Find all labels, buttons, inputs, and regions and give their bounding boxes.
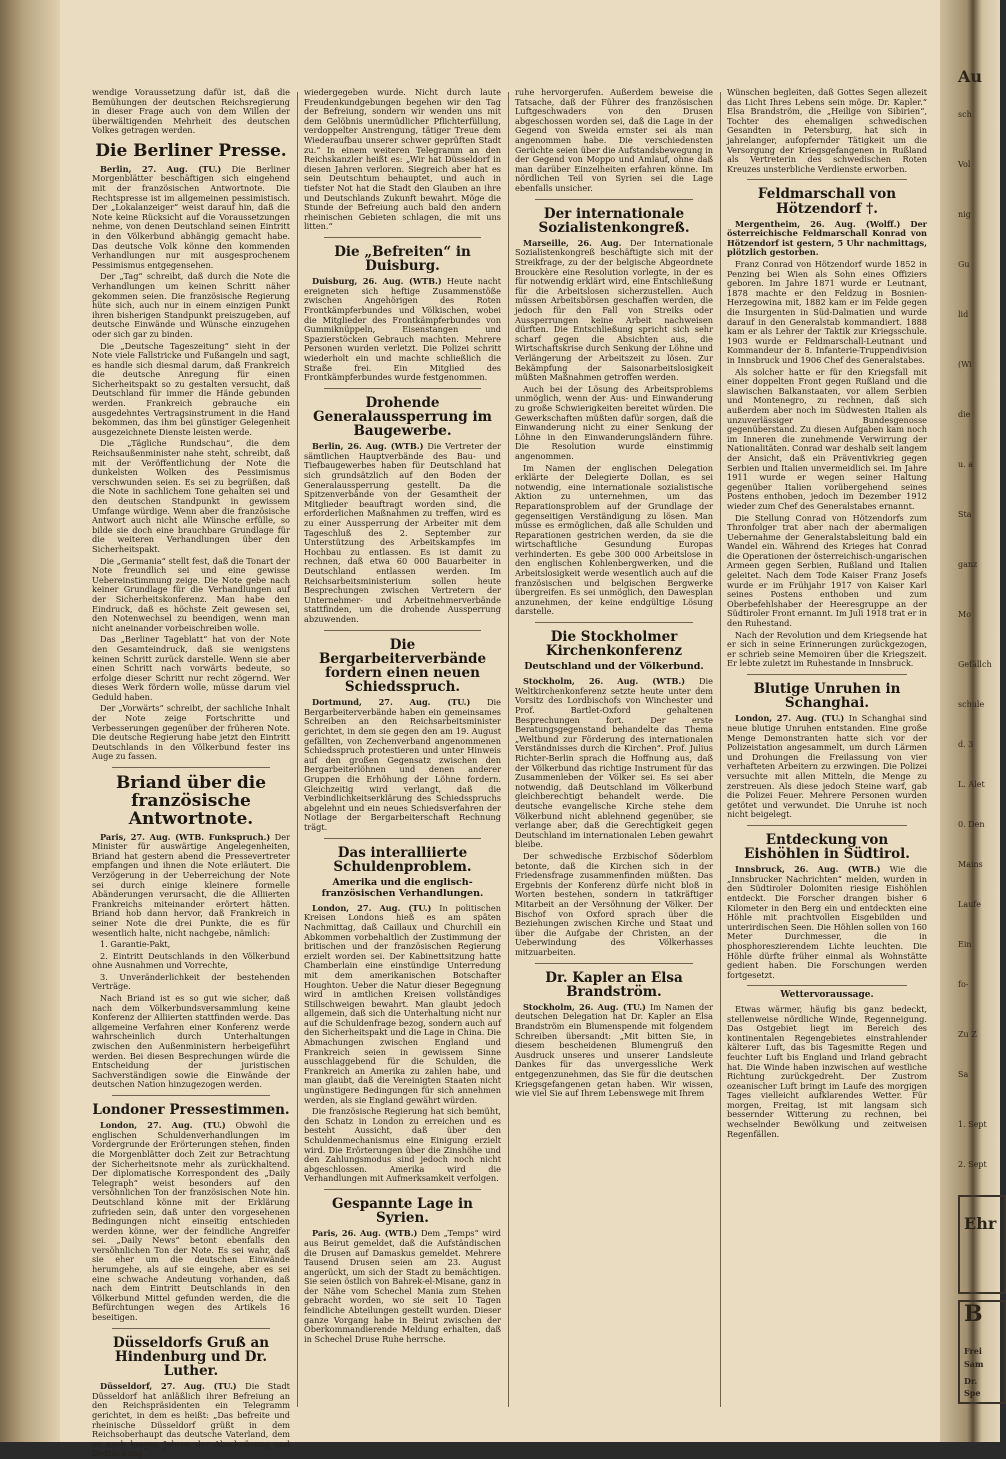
dateline: Stockholm, 26. Aug. (WTB.) <box>523 676 686 687</box>
fragment-line: Gu <box>958 260 970 269</box>
separator <box>324 388 481 389</box>
dateline: Stockholm, 26. Aug. (TU.) <box>523 1001 646 1012</box>
paragraph: Wünschen begleiten, daß Gottes Segen allezeit das Licht Ihres Lebens sein möge. Dr. Kapler.“ Elsa Brandström, die „Heilige von Sibirien“, Tochter des ehemaligen schwedischen Gesandten in Petersburg, hat sich in jahrelanger, aufopfernder Tätigkeit um die Versorgung der Kriegsgefangenen in Rußland als Vertreterin des schwedischen Roten Kreuzes unsterbliche Verdienste erworben. <box>727 87 927 174</box>
paragraph: Auch bei der Lösung des Arbeitsproblems unmöglich, wenn der Aus- und Einwanderung zu große Schwierigkeiten bereitet würden. Die Gewerkschaften müßten dafür sorgen, daß die Einwanderung nicht zu einer Senkung der Löhne in den Einwanderungsländern führe. Die Resolution wurde einstimmig angenommen. <box>515 383 713 461</box>
paragraph: Das „Berliner Tageblatt“ hat von der Note den Gesamteindruck, daß sie wenigstens keinen Schritt zurück darstelle. Wenn sie aber einen Schritt nach vorwärts bedeute, so erfolge dieser Schritt nur recht zögernd. Wer dieses Werk fördern wolle, müsse darum viel Geduld haben. <box>92 634 290 702</box>
fragment-line: B <box>964 1301 983 1327</box>
paragraph: Der Internationale Sozialistenkongreß beschäftigte sich mit der Streikfrage, zu der der belgische Abgeordnete Brouckère eine Resolution vorlegte, in der es für notwendig erklärt wird, eine Entschließung für die Arbeitslosen sicherzustellen. Auch müssen Arbeitsbörsen geschaffen werden, die jedoch für den Fall von Streiks oder Aussperrungen keine Arbeit nachweisen dürften. Die Entschließung spricht sich sehr scharf gegen die Absichten aus, die Wirtschaftskrise durch Senkung der Löhne und Verlängerung der Arbeitszeit zu lösen. Zur Bekämpfung der Saisonarbeitslosigkeit müßten Maßnahmen getroffen werden. <box>515 237 714 383</box>
separator <box>535 622 693 623</box>
fragment-line: Dr. <box>964 1376 978 1386</box>
fragment-line: Mains <box>958 860 983 869</box>
list-item: 2. Eintritt Deutschlands in den Völkerbund ohne Ausnahmen und Vorrechte, <box>92 950 290 971</box>
headline-stockholmer-kirchenkonferenz: Die Stockholmer Kirchenkonferenz <box>545 629 683 660</box>
paragraph: Die französische Regierung hat sich bemüht, den Schatz in London zu erreichen und es besteht Aussicht, daß über den Schuldenmechanismus eine Einigung erzielt wird. Die Erörterungen über die Zinshöhe und den Zahlungsmodus sind jedoch noch nicht abgeschlossen. Amerika wird die Verhandlungen mit Aufmerksamkeit verfolgen. <box>304 1106 501 1184</box>
fragment-line: fo- <box>958 980 969 989</box>
headline-duesseldorf: Düsseldorfs Gruß an Hindenburg und Dr. Luther. <box>112 1334 270 1379</box>
book-binding-left <box>0 0 60 1442</box>
headline-syrien: Gespannte Lage in Syrien. <box>332 1195 473 1227</box>
fragment-line: Zu Z <box>958 1030 977 1039</box>
headline-eishoehlen: Entdeckung von Eishöhlen in Südtirol. <box>744 831 910 863</box>
column-rule <box>720 92 721 1407</box>
dateline: Paris, 27. Aug. (WTB. Funkspruch.) <box>100 831 271 842</box>
headline-londoner-pressestimmen: Londoner Pressestimmen. <box>92 1102 290 1118</box>
separator <box>747 985 907 986</box>
dateline: Berlin, 27. Aug. (TU.) <box>100 163 222 174</box>
column-2 <box>304 88 501 1413</box>
fragment-line: 0. Den <box>958 820 985 829</box>
paragraph: Im Namen der englischen Delegation erklärte der Delegierte Dollan, es sei notwendig, eine internationale sozialistische Aktion zu unternehmen, um das Reparationsproblem auf der Grundlage der gegenseitigen Verständigung zu lösen. Man müsse es ermöglichen, daß alle Schulden und Reparationen gestrichen werden, da sie die wirtschaftliche Gesundung Europas verhinderten. Es gebe 300 000 Arbeitslose in den englischen Kohlenbergwerken, und die Arbeitslosigkeit werde wesentlich auch auf die französischen und belgischen Bergwerke übergreifen. Es sei unmöglich, den Dawesplan anzunehmen, der keine endgültige Lösung darstelle. <box>515 462 713 617</box>
fragment-line: lid <box>958 310 969 319</box>
paragraph: Heute nacht ereigneten sich heftige Zusammenstöße zwischen Angehörigen des Roten Frontkämpferbundes und Völkischen, wobei die Mitglieder des Frontkämpferbundes von Gummiknüppeln, Eisenstangen und Spazierstöcken Gebrauch machten. Mehrere Personen wurden verletzt. Die Polizei schritt wiederholt ein und machte schließlich die Straße frei. Ein Mitglied des Frontkämpferbundes wurde festgenommen. <box>304 276 501 383</box>
paragraph: Der Minister für auswärtige Angelegenheiten, Briand hat gestern abend die Pressevertreter empfangen und ihnen die Note erläutert. Die Verzögerung in der Ueberreichung der Note sei durch einige kleinere formelle Abänderungen verursacht, die die Alliierten Frankreichs miteinander erörtert hätten. Briand hob dann hervor, daß Frankreich in seiner Note die drei Punkte, die es für wesentlich halte, nicht nachgebe, nämlich: <box>92 831 290 938</box>
adjacent-page-fragment <box>958 0 1000 1442</box>
dateline: London, 27. Aug. (TU.) <box>312 902 432 913</box>
fragment-line: Sta <box>958 510 972 519</box>
separator <box>324 1189 481 1190</box>
paragraph: Die Weltkirchenkonferenz setzte heute unter dem Vorsitz des Lordbischofs von Winchester und Prof. Bartlet-Oxford gehaltenen Besprechungen fort. Der erste Beratungsgegenstand behandelte das Thema „Weltbund zur Förderung des internationalen Verständnisses durch die Kirchen“. Prof. Julius Richter-Berlin sprach die Hoffnung aus, daß der Völkerbund das richtige Instrument für das Zusammenleben der Völker sei. Es sei aber notwendig, daß Deutschland im Völkerbund gleichberechtigt behandelt werde. Die deutsche evangelische Kirche stehe dem Völkerbund nicht ablehnend gegenüber, sie verlange aber, daß die Gerechtigkeit gegen Deutschland im internationalen Leben gewahrt bleibe. <box>515 676 713 850</box>
paragraph: Die „Deutsche Tageszeitung“ sieht in der Note viele Fallstricke und Fußangeln und sagt, es handle sich diesmal darum, daß Frankreich die deutsche Anregung für einen Sicherheitspakt so zu gestalten versucht, daß Deutschland für immer die Hände gebunden werden. Frankreich gebrauche ein ausgedehntes Vertragsinstrument in die Hand bekommen, das ihm bei günstiger Gelegenheit ausgezeichnete Dienste leisten werde. <box>92 340 290 437</box>
dateline: Berlin, 26. Aug. (WTB.) <box>312 441 424 452</box>
fragment-line: ganz <box>958 560 978 569</box>
separator <box>324 237 481 238</box>
column-rule <box>508 92 509 1407</box>
paragraph: In Schanghai sind neue blutige Unruhen entstanden. Eine große Menge Demonstranten hatte sich vor der Polizeistation angesammelt, um durch Lärmen und Drohungen die Freilassung von vier verhafteten Arbeitern zu erzwingen. Die Polizei versuchte mit allen Mitteln, die Menge zu zerstreuen. Als diese jedoch Steine warf, gab die Polizei Feuer. Mehrere Personen wurden getötet und verwundet. Die Unruhe ist noch nicht beigelegt. <box>727 713 927 820</box>
headline-drohende-generalaussperrung: Drohende Generalaussperrung im Baugewerbe. <box>313 394 492 440</box>
fragment-line: Spe <box>964 1388 981 1398</box>
headline-schanghai: Blutige Unruhen in Schanghai. <box>753 681 901 712</box>
dateline: Paris, 26. Aug. (WTB.) <box>312 1228 418 1239</box>
fragment-line: Frei <box>964 1346 982 1356</box>
headline-hoetzendorf: Feldmarschall von Hötzendorf †. <box>757 186 897 217</box>
paragraph: Die Berliner Morgenblätter beschäftigen sich eingehend mit der französischen Antwortnote. Die Rechtspresse ist im allgemeinen pessimistisch. Der „Lokalanzeiger“ weist darauf hin, daß die Note keine Rücksicht auf die Voraussetzungen nehme, von denen Deutschland seinen Eintritt in den Völkerbund abhängig gemacht habe. Das deutsche Volk könne den kommenden Verhandlungen nur mit ausgesprochenem Pessimismus entgegensehen. <box>92 163 290 270</box>
paragraph: Als solcher hatte er für den Kriegsfall mit einer doppelten Front gegen Rußland und die slawischen Balkanstaaten, vor allem Serbien und Montenegro, zu rechnen, daß sich außerdem aber noch im Südwesten Italien als unzuverlässiger Bundesgenosse gegenüberstand. Zu diesen Aufgaben kam noch im Inneren die zunehmende Verwirrung der Nationalitäten. Conrad war deshalb seit langem der Ansicht, daß ein Präventivkrieg gegen Serbien und Italien unvermeidlich sei. Im Jahre 1911 wurde er wegen seiner Haltung gegenüber Italien vorübergehend seines Postens enthoben, jedoch im Dezember 1912 wieder zum Chef des Generalstabes ernannt. <box>727 366 927 511</box>
paragraph: Nach der Revolution und dem Kriegsende hat er sich in seine Erinnerungen zurückgezogen, er schrieb seine Memoiren über die Kriegszeit. Er lebte zuletzt im Ruhestande in Innsbruck. <box>727 629 927 669</box>
paragraph: Etwas wärmer, häufig bis ganz bedeckt, stellenweise nördliche Winde, Regenneigung. Das Ostgebiet liegt im Bereich des kontinentalen Regengebietes einstrahlender kälterer Luft, das bis Tagesmitte Regen und feuchter Luft bis England und Irland gebracht hat. Die Winde haben inzwischen auf westliche Richtung zurückgedreht. Der Zustrom ozeanischer Luft bringt im Laufe des morgigen Tages vielleicht aufklarendes Wetter. Für morgen, Freitag, ist mit langsam sich bessernder Witterung zu rechnen, bei wechselnder Bewölkung und zeitweisen Regenfällen. <box>727 1003 927 1139</box>
fragment-line: 1. Sept <box>958 1120 987 1129</box>
weather-title: Wettervoraussage. <box>780 990 874 1001</box>
paragraph: Wie die „Innsbrucker Nachrichten“ melden, wurden in den Südtiroler Dolomiten riesige Eishöhlen entdeckt. Die Forscher drangen bisher 6 Kilometer in den Berg ein und entdeckten eine Höhle mit prachtvollen Eisgebilden und unterirdischen Seen. Die Höhlen sollen von 160 Meter Durchmesser, die in phosphoreszierendem Lichte leuchten. Die Höhle dürfte früher einmal als Wohnstätte gedient haben. Die Forschungen werden fortgesetzt. <box>727 864 928 980</box>
dateline: London, 27. Aug. (TU.) <box>735 713 845 724</box>
paragraph: ruhe hervorgerufen. Außerdem beweise die Tatsache, daß der Führer des französischen Luftgeschwaders von den Drusen abgeschossen worden sei, daß die Lage in der Gegend von Sweida ernster sei als man angenommen habe. Die verschiedensten Gerüchte seien über die Aufstandsbewegung in der Gegend von Moppo und Amlauf, ohne daß man darüber Einzelheiten erfahren könne. Im nördlichen Teil von Syrien sei die Lage ebenfalls unsicher. <box>515 87 713 193</box>
fragment-line: Ein <box>958 940 972 949</box>
subheadline: Deutschland und der Völkerbund. <box>524 661 704 673</box>
fragment-line: nig <box>958 210 971 219</box>
paragraph: Die Stadt Düsseldorf hat anläßlich ihrer Befreiung an den Reichspräsidenten ein Telegramm gerichtet, in dem es heißt: „Das befreite und rheinische Düsseldorf grüßt in dem Reichsoberhaupt das deutsche Vaterland, dem es nach langen Jahren der Abschnürung und Bedrückung <box>92 1381 290 1459</box>
fragment-line: Sam <box>964 1359 984 1369</box>
fragment-line: Vol <box>958 160 971 169</box>
fragment-line: 2. Sept <box>958 1160 987 1169</box>
dateline: Mergentheim, 26. Aug. (Wolff.) <box>735 218 901 229</box>
fragment-line: L. Alet <box>958 780 985 789</box>
separator <box>535 199 693 200</box>
fragment-line: (Wi <box>958 360 972 369</box>
fragment-line: schule <box>958 700 985 709</box>
column-4 <box>727 88 927 1413</box>
separator <box>324 838 481 839</box>
paragraph: Die „Tägliche Rundschau“, die dem Reichsaußenminister nahe steht, schreibt, daß mit der Veröffentlichung der Note die dunkelsten Wolken des Pessimismus verschwunden seien. Es sei zu begrüßen, daß die Note in sachlichem Tone gehalten sei und den deutschen Standpunkt in gewissem Umfange würdige. Wenn aber die französische Antwort auch nicht alle Wünsche erfülle, so bilde sie doch eine brauchbare Grundlage für die weiteren Verhandlungen über den Sicherheitspakt. <box>92 438 290 554</box>
column-3 <box>515 88 713 1413</box>
dateline: Innsbruck, 26. Aug. (WTB.) <box>735 864 881 875</box>
separator <box>324 630 481 631</box>
fragment-line: Au <box>958 67 983 86</box>
fragment-line: Sa <box>958 1070 969 1079</box>
fragment-line: Laufe <box>958 900 981 909</box>
paragraph: Franz Conrad von Hötzendorf wurde 1852 in Penzing bei Wien als Sohn eines Offiziers geboren. Im Jahre 1871 wurde er Leutnant, 1878 machte er den Feldzug in Bosnien-Herzegowina mit, 1882 kam er im Felde gegen die Insurgenten in Süd-Dalmatien und wurde darauf in den Generalstab kommandiert. 1888 kam er als Lehrer der Taktik zur Kriegsschule. 1903 wurde er Feldmarschall-Leutnant und Kommandeur der 8. Infanterie-Truppendivision in Innsbruck und 1906 Chef des Generalstabes. <box>727 259 927 365</box>
separator <box>112 1095 270 1096</box>
fragment-line: Mo <box>958 610 972 619</box>
paragraph: Der „Vorwärts“ schreibt, der sachliche Inhalt der Note zeige Fortschritte und Verbesserungen gegenüber der früheren Note. Die deutsche Regierung habe jetzt den Eintritt Deutschlands in den Völkerbund fester ins Auge zu fassen. <box>92 703 290 762</box>
paragraph: Die „Germania“ stellt fest, daß die Tonart der Note freundlich sei und eine gewisse Uebereinstimmung zeige. Die Note gebe nach keiner Grundlage für die Verhandlungen auf der Sicherheitskonferenz. Man habe den Eindruck, daß es höchste Zeit gewesen sei, den Notenwechsel zu beendigen, wenn man nicht aneinander vorbeischreiben wolle. <box>92 555 290 633</box>
paragraph: Die Vertreter der sämtlichen Hauptverbände des Bau- und Tiefbaugewerbes haben für Deutschland hat sich grundsätzlich auf den Boden der Generalaussperrung gestellt. Da die Spitzenverbände von der Gesamtheit der Mitglieder beauftragt worden sind, die erforderlichen Maßnahmen zu treffen, wird es zu einer Aussperrung der Arbeiter mit dem Tageschluß des 2. September zur Unterstützung des Arbeitskampfes im Hochbau zu entlassen. Es ist damit zu rechnen, daß etwa 60 000 Bauarbeiter in Deutschland entlassen werden. Im Reichsarbeitsministerium sollen heute Besprechungen zwischen Vertretern der Unternehmer- und Arbeitnehmerverbände stattfinden, um die drohende Aussperrung abzuwenden. <box>304 441 502 624</box>
headline-bergarbeiterverbaende: Die Bergarbeiterverbände fordern einen neuen Schiedsspruch. <box>318 636 487 696</box>
fragment-line: Gefällch <box>958 660 992 669</box>
dateline: Düsseldorf, 27. Aug. (TU.) <box>100 1381 237 1392</box>
paragraph: Der „Tag“ schreibt, daß durch die Note die Verhandlungen um keinen Schritt näher gekommen seien. Die französische Regierung hüte sich, auch nur in einem einzigen Punkt ihren bisherigen Standpunkt preiszugeben, auf deutsche Einwände und Wünsche einzugehen oder sich gar zu binden. <box>92 271 290 339</box>
headline-kapler-brandstroem: Dr. Kapler an Elsa Brandström. <box>545 969 683 1000</box>
fragment-line: u. a <box>958 460 974 469</box>
separator <box>112 1328 270 1329</box>
fragment-line: sch <box>958 110 972 119</box>
headline-berliner-presse: Die Berliner Presse. <box>95 140 287 161</box>
headline-briand: Briand über die französische Antwortnote. <box>115 773 267 829</box>
dateline: London, 27. Aug. (TU.) <box>100 1120 226 1131</box>
dateline: Duisburg, 26. Aug. (WTB.) <box>312 276 442 287</box>
fragment-line: Ehr <box>964 1214 997 1233</box>
paragraph: Die Stellung Conrad von Hötzendorfs zum Thronfolger trat aber nach der abermaligen Uebernahme der Generalstabsleitung bald ein Wandel ein. Während des Krieges hat Conrad die Operationen der österreichisch-ungarischen Armeen gegen Serbien, Rußland und Italien geleitet. Nach dem Tode Kaiser Franz Josefs wurde er im Frühjahr 1917 von Kaiser Karl seines Postens enthoben und zum Oberbefehlshaber der Heeresgruppe an der Südtiroler Front ernannt. Im Juli 1918 trat er in den Ruhestand. <box>727 512 927 629</box>
separator <box>747 825 907 826</box>
fragment-line: d. 3 <box>958 740 974 749</box>
separator <box>112 767 270 768</box>
separator <box>747 179 907 180</box>
subheadline: Amerika und die englisch-französischen Verhandlungen. <box>321 876 484 899</box>
dateline: Dortmund, 27. Aug. (TU.) <box>312 697 471 708</box>
paragraph: Die Bergarbeiterverbände haben ein gemeinsames Schreiben an den Reichsarbeitsminister gerichtet, in dem sie gegen den am 19. August gefällten, von Zechenverband angenommenen Schiedsspruch protestieren und unter Hinweis auf den großen Gegensatz zwischen den Bergarbeiterlöhnen und denen anderer Gruppen die Erhöhung der Löhne fordern. Gleichzeitig wird verlangt, daß die Verbindlichkeitserklärung des Schiedsspruchs abgelehnt und ein neues Schiedsverfahren der Notlage der Bergarbeiterschaft Rechnung trägt. <box>304 697 501 832</box>
paragraph: Dem „Temps“ wird aus Beirut gemeldet, daß die Aufständischen die Drusen auf Damaskus gemeldet. Mehrere Tausend Drusen seien am 23. August angerückt, um sich der Stadt zu bemächtigen. Sie seien östlich von Bahrek-el-Misane, ganz in der Nähe vom Schechel Mania zum Stehen gebracht worden, wo sie seit 10 Tagen feindliche Abteilungen gestellt wurden. Dieser ganze Vorgang habe in Beirut zwischen der Oberkommandierende Meldung erhalten, daß in Schechel Druse Ruhe herrsche. <box>304 1228 502 1344</box>
paragraph: Obwohl die englischen Schuldenverhandlungen im Vordergrunde der Erörterungen stehen, finden die Morgenblätter doch Zeit zur Betrachtung der Sicherheitsnote mehr als zurückhaltend. Der diplomatische Korrespondent des „Daily Telegraph“ weist besonders auf den versöhnlichen Ton der französischen Note hin. Deutschland könne mit der Erklärung zufrieden sein, daß unter den vorgesehenen Bedingungen nicht einseitig entschieden werden könne, wer der feindliche Angreifer sei. „Daily News“ betont ebenfalls den versöhnlichen Ton der Note. Es sei wahr, daß sie eher um die deutschen Einwände herumgehe, als auf sie eingehe, aber es sei eine schwache Andeutung vorhanden, daß nach dem Eintritt Deutschlands in den Völkerbund Mittel gefunden werden, die die Befürchtungen wegen des Artikels 16 beseitigen. <box>92 1120 291 1323</box>
list-item: 1. Garantie-Pakt, <box>100 939 171 950</box>
fragment-line: die <box>958 410 971 419</box>
paragraph: wendige Voraussetzung dafür ist, daß die Bemühungen der deutschen Reichsregierung in dieser Frage auch von dem Willen der überwältigenden Mehrheit des deutschen Volkes getragen werden. <box>92 87 290 136</box>
advertisement-box <box>958 1195 1006 1294</box>
headline-schuldenproblem: Das interalliierte Schuldenproblem. <box>333 844 472 875</box>
column-rule <box>297 92 298 1407</box>
headline-sozialistenkongress: Der internationale Sozialistenkongreß. <box>538 205 690 236</box>
paragraph: In politischen Kreisen Londons hieß es am späten Nachmittag, daß Caillaux und Churchill ein Abkommen vorbehaltlich der Zustimmung der britischen und der französischen Regierung erzielt worden sei. Der Kabinettsitzung hatte Chamberlain eine einstündige Unterredung mit dem amerikanischen Botschafter Houghton. Ueber die Natur dieser Begegnung wird in amtlichen Kreisen vollständiges Stillschweigen bewahrt. Man glaubt jedoch allgemein, daß sich die Unterhaltung nicht nur auf die Schuldenfrage bezog, sondern auch auf den Sicherheitspakt und die Lage in China. Die Abmachungen zwischen England und Frankreich seien in gewissem Sinne ausschlaggebend für die Schulden, die Frankreich an Amerika zu zahlen habe, und man glaubt, daß die Vereinigten Staaten nicht ungünstigere Bedingungen für sich annehmen werden, als sie England gewährt würden. <box>304 902 501 1105</box>
paragraph: wiedergegeben wurde. Nicht durch laute Freudenkundgebungen begehen wir den Tag der Befreiung, sondern wir wenden uns mit dem Gelöbnis unermüdlicher Pflichterfüllung, verdoppelter Anstrengung, tätiger Treue dem Wiederaufbau unserer schwer geprüften Stadt zu.“ In einem weiteren Telegramm an den Reichskanzler heißt es: „Wir hat Düsseldorf in diesen Jahren verloren. Siegreich aber hat es sein Deutschtum behauptet, und auch in tiefster Not hat die Stadt den Glauben an ihre und Deutschlands Zukunft bewahrt. Möge die Stunde der Befreiung auch bald den andern rheinischen Gebieten schlagen, die mit uns litten.“ <box>304 87 501 232</box>
column-1 <box>92 87 291 1459</box>
dateline: Marseille, 26. Aug. <box>523 237 622 248</box>
list-item: 3. Unveränderlichkeit der bestehenden Verträge. <box>92 971 290 992</box>
paragraph: Der schwedische Erzbischof Söderblom betonte, daß die Kirchen sich in der Friedensfrage zusammenfinden müßten. Das Ergebnis der Konferenz dürfe nicht bloß in Worten bestehen, sondern in tatkräftiger Mitarbeit an der Versöhnung der Völker. Der Bischof von Oxford sprach über die Beziehungen zwischen Kirche und Staat und über die Aufgabe der Christen, an der Ueberwindung des Völkerhasses mitzuarbeiten. <box>515 850 713 957</box>
separator <box>535 963 693 964</box>
headline-befreiten-duisburg: Die „Befreiten“ in Duisburg. <box>334 243 471 275</box>
paragraph: Im Namen der deutschen Delegation hat Dr. Kapler an Elsa Brandström ein Blumenspende mit folgendem Schreiben übersandt: „Mit bitten Sie, in diesem bescheidenen Blumengruß den Ausdruck unseres und unserer Landsleute Dankes für das unvergessliche Werk entgegenzunehmen, das Sie für die deutschen Kriegsgefangenen getan haben. Wir wissen, wie viel Sie auf Ihrem Lebenswege mit Ihrem <box>515 1001 713 1099</box>
advertisement-box <box>958 1300 1006 1404</box>
lead-text: Der österreichische Feldmarschall Konrad von Hötzendorf ist gestern, 5 Uhr nachmittags, plötzlich gestorben. <box>727 218 927 258</box>
paragraph: Nach Briand ist es so gut wie sicher, daß nach dem Völkerbundsversammlung keine Konferenz der Alliierten stattfinden werde. Das allgemeine Verfahren einer Konferenz werde wahrscheinlich durch Unterhaltungen zwischen den Außenministern herbeigeführt werden. Bei diesen Besprechungen würde die Entscheidung der juristischen Sachverständigen sowie die Einwände der deutschen Nation hinzugezogen werden. <box>92 993 290 1090</box>
separator <box>747 674 907 675</box>
